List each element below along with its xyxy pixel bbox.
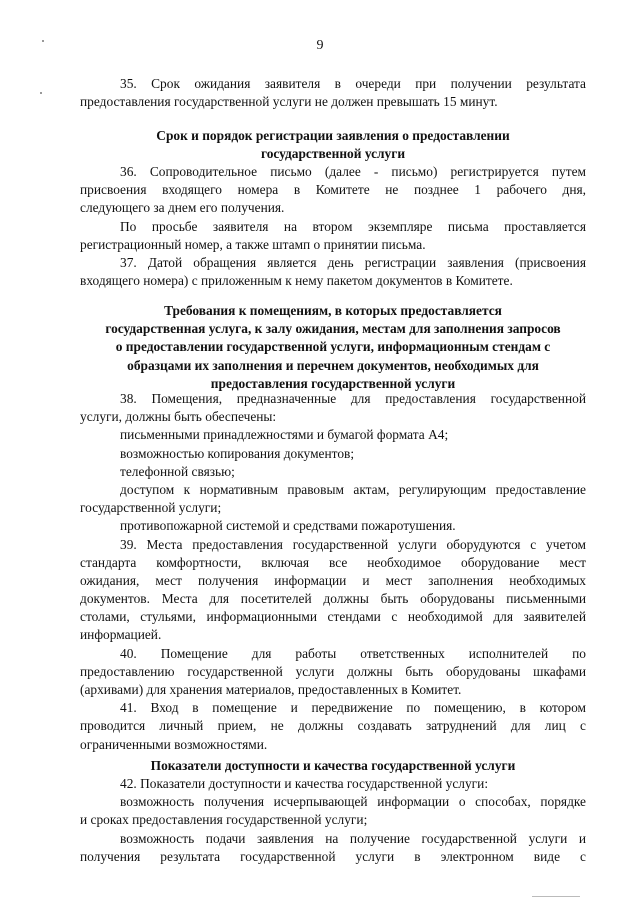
text-line: ожидания, мест получения информации и мест заполнения необходимых [80,572,586,588]
text-line: получения результата государственной услуги в электронном виде с [80,848,586,864]
footer-mark [532,896,580,897]
scan-speck [40,92,42,94]
text-line: услуги, должны быть обеспечены: [80,409,277,425]
text-line: документов. Места для посетителей должны быть оборудованы письменными [80,591,586,607]
section-heading-availability [80,757,586,775]
list-item: возможность получения исчерпывающей информации о способах, порядке [120,794,586,810]
heading-line: образцами их заполнения и перечнем документов, необходимых для [127,357,539,373]
text-line: 35. Срок ожидания заявителя в очереди при получении результата [120,76,586,91]
text-line: (архивами) для хранения материалов, предоставленных в Комитет. [80,682,462,697]
heading-line: Показатели доступности и качества государственной услуги [150,758,516,773]
text-line: 40. Помещение для работы ответственных исполнителей по [120,645,586,661]
text-line: По просьбе заявителя на втором экземпляре письма проставляется [120,218,586,234]
text-line: присвоения входящего номера в Комитете не позднее 1 рабочего дня, [80,182,586,198]
text-line: информацией. [80,627,162,643]
text-line: 37. Датой обращения является день регистрации заявления (присвоения [120,254,586,270]
text-line: следующего за днем его получения. [80,200,285,216]
list-item: возможностью копирования документов; [120,445,355,461]
text-line: государственной услуги; [80,500,222,516]
heading-line: Срок и порядок регистрации заявления о предоставлении [156,128,510,143]
heading-line: о предоставлении государственной услуги, информационным стендам с [115,339,551,355]
text-line: 39. Места предоставления государственной услуги оборудуются с учетом [120,536,586,552]
paragraphs-36-37 [80,163,586,290]
heading-line: предоставления государственной услуги [210,375,456,391]
text-line: проводится личный прием, не должны создавать затруднений для лиц с [80,718,586,734]
heading-line: государственная услуга, к залу ожидания, местам для заполнения запросов [105,321,561,337]
text-line: стандарта комфортности, включая все необходимое оборудование мест [80,554,586,570]
text-line: 41. Вход в помещение и передвижение по помещению, в котором [120,700,586,716]
list-item: доступом к нормативным правовым актам, регулирующим предоставление [120,481,586,497]
text-line: ограниченными возможностями. [80,736,268,752]
heading-line: Требования к помещениям, в которых предоставляется [164,303,502,318]
list-item: противопожарной системой и средствами пожаротушения. [120,518,456,534]
text-line: входящего номера) с приложенным к нему пакетом документов в Комитете. [80,273,513,289]
paragraph-42 [80,775,586,866]
text-line: 42. Показатели доступности и качества государственной услуги: [120,776,489,791]
paragraphs-38-41 [80,390,586,754]
text-line: 36. Сопроводительное письмо (далее - письмо) регистрируется путем [120,164,586,179]
section-heading-registration [80,127,586,163]
paragraph-35 [80,75,586,111]
text-line: 38. Помещения, предназначенные для предоставления государственной [120,391,586,406]
text-line: предоставления государственной услуги не должен превышать 15 минут. [80,94,498,110]
list-item: возможность подачи заявления на получение государственной услуги и [120,830,586,846]
text-line: регистрационный номер, а также штамп о принятии письма. [80,236,426,252]
scan-speck [42,40,44,42]
heading-line: государственной услуги [260,146,406,162]
text-line: и сроках предоставления государственной услуги; [80,812,368,828]
list-item: письменными принадлежностями и бумагой формата А4; [120,427,449,443]
list-item: телефонной связью; [120,463,235,479]
text-line: предоставлению государственной услуги должны быть оборудованы шкафами [80,663,586,679]
page-number: 9 [316,38,324,53]
text-line: столами, стульями, информационными стендами с необходимой для заявителей [80,609,586,625]
section-heading-premises [80,302,586,393]
